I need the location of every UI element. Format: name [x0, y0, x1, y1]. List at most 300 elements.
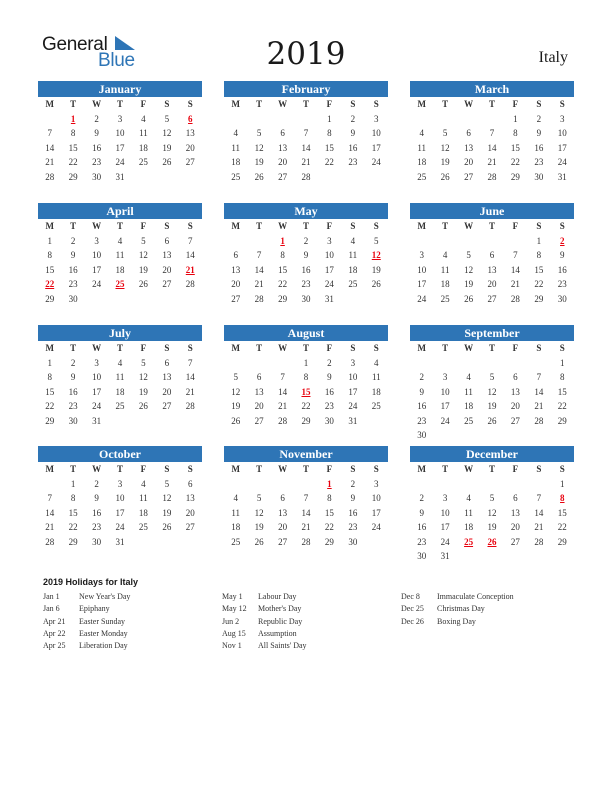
holiday-column [222, 591, 307, 652]
day-cell: 14 [45, 142, 55, 153]
day-cell: 10 [92, 372, 102, 382]
empty-cell [271, 356, 294, 371]
weekday-header: T [302, 464, 309, 474]
empty-cell [527, 477, 550, 492]
day-cell: 3 [442, 372, 448, 382]
holiday-day: 25 [115, 279, 125, 289]
day-cell: 2 [327, 357, 332, 368]
day-cell: 11 [231, 142, 241, 153]
empty-cell [247, 356, 270, 371]
day-cell: 7 [47, 128, 52, 138]
weekday-header: S [350, 343, 356, 353]
holiday-date: Dec 26 [401, 616, 424, 626]
logo-text-blue: Blue [98, 50, 135, 71]
day-cell: 27 [185, 522, 195, 532]
day-cell: 16 [68, 386, 78, 397]
day-cell: 30 [557, 293, 567, 304]
day-cell: 4 [466, 372, 471, 382]
weekday-header: W [464, 464, 474, 474]
day-cell: 11 [464, 507, 473, 518]
holiday-date: Aug 15 [222, 628, 246, 638]
weekday-header: F [512, 99, 519, 109]
day-cell: 8 [280, 250, 285, 260]
day-cell: 30 [68, 415, 78, 426]
day-cell: 23 [417, 415, 427, 426]
day-cell: 5 [233, 372, 238, 382]
holiday-name: Epiphany [79, 604, 110, 614]
month-days-grid [224, 97, 388, 184]
holiday-row [401, 616, 514, 628]
empty-cell [504, 477, 527, 492]
day-cell: 23 [92, 522, 102, 532]
day-cell: 27 [278, 536, 288, 547]
month-days-grid [410, 341, 574, 443]
day-cell: 29 [534, 293, 544, 304]
weekday-header: F [140, 99, 147, 109]
day-cell: 14 [185, 250, 195, 260]
day-cell: 14 [534, 507, 544, 518]
empty-cell [294, 112, 317, 127]
day-cell: 10 [417, 264, 427, 275]
month-may [224, 203, 388, 306]
day-cell: 31 [92, 415, 102, 426]
day-cell: 10 [371, 128, 381, 138]
day-cell: 21 [45, 157, 55, 167]
day-cell: 12 [138, 250, 148, 260]
weekday-header: M [45, 343, 54, 353]
day-cell: 7 [256, 250, 262, 260]
day-cell: 1 [303, 357, 309, 368]
day-cell: 5 [442, 128, 448, 138]
day-cell: 3 [560, 113, 565, 124]
day-cell: 26 [138, 401, 148, 411]
day-cell: 17 [440, 522, 450, 532]
holiday-date: Jun 2 [222, 616, 240, 626]
day-cell: 17 [115, 507, 125, 518]
day-cell: 20 [464, 157, 474, 167]
day-cell: 23 [301, 279, 311, 289]
weekday-header: T [70, 464, 77, 474]
day-cell: 29 [68, 536, 78, 547]
weekday-header: F [140, 221, 147, 231]
day-cell: 27 [487, 293, 497, 304]
day-cell: 4 [233, 493, 238, 503]
day-cell: 28 [510, 293, 520, 304]
day-cell: 12 [487, 507, 497, 518]
weekday-header: T [442, 221, 449, 231]
empty-cell [457, 477, 480, 492]
day-cell: 14 [534, 386, 544, 397]
day-cell: 18 [464, 401, 474, 411]
month-header: May [224, 203, 388, 219]
weekday-header: W [92, 221, 102, 231]
day-cell: 27 [464, 171, 474, 182]
day-cell: 6 [164, 235, 170, 246]
empty-cell [480, 356, 503, 371]
day-cell: 15 [45, 264, 55, 275]
day-cell: 16 [348, 507, 358, 518]
day-cell: 27 [254, 415, 264, 426]
day-cell: 29 [45, 293, 55, 304]
day-cell: 24 [348, 401, 358, 411]
day-cell: 17 [557, 142, 567, 153]
day-cell: 21 [487, 157, 497, 167]
day-cell: 30 [348, 536, 358, 547]
day-cell: 22 [68, 157, 78, 167]
day-cell: 27 [162, 401, 172, 411]
month-days-grid [224, 341, 388, 428]
day-cell: 27 [510, 415, 520, 426]
day-cell: 23 [348, 522, 358, 532]
day-cell: 30 [417, 551, 427, 561]
month-days-grid [410, 97, 574, 184]
day-cell: 22 [301, 401, 311, 411]
weekday-header: T [256, 464, 263, 474]
day-cell: 16 [348, 142, 358, 153]
day-cell: 3 [117, 478, 123, 489]
day-cell: 3 [419, 250, 424, 260]
day-cell: 15 [510, 142, 520, 153]
day-cell: 8 [327, 128, 332, 138]
day-cell: 18 [348, 264, 358, 275]
day-cell: 22 [324, 157, 334, 167]
weekday-header: S [559, 99, 565, 109]
empty-cell [224, 477, 247, 492]
day-cell: 15 [324, 142, 334, 153]
weekday-header: W [278, 343, 288, 353]
day-cell: 15 [68, 507, 78, 518]
day-cell: 20 [278, 157, 288, 167]
day-cell: 13 [254, 386, 264, 397]
day-cell: 10 [440, 507, 450, 518]
day-cell: 28 [301, 171, 311, 182]
holiday-date: May 1 [222, 592, 243, 601]
day-cell: 15 [45, 386, 55, 397]
day-cell: 8 [513, 128, 518, 138]
holiday-name: Easter Sunday [79, 616, 125, 626]
day-cell: 24 [371, 522, 381, 532]
empty-cell [433, 112, 456, 127]
day-cell: 19 [464, 279, 474, 289]
holiday-name: Republic Day [258, 616, 303, 626]
day-cell: 11 [371, 372, 381, 382]
day-cell: 11 [464, 386, 473, 397]
day-cell: 26 [162, 157, 172, 167]
day-cell: 15 [557, 386, 567, 397]
empty-cell [433, 356, 456, 371]
day-cell: 26 [254, 536, 264, 547]
holiday-day: 6 [188, 113, 193, 124]
day-cell: 17 [371, 507, 381, 518]
weekday-header: W [278, 221, 288, 231]
weekday-header: M [231, 464, 240, 474]
empty-cell [224, 112, 247, 127]
day-cell: 17 [417, 279, 427, 289]
month-june [410, 203, 574, 306]
day-cell: 5 [374, 235, 379, 246]
holiday-name: Mother's Day [258, 604, 302, 614]
day-cell: 25 [417, 171, 427, 182]
day-cell: 1 [513, 113, 518, 124]
day-cell: 9 [560, 250, 565, 260]
day-cell: 3 [117, 113, 123, 124]
day-cell: 8 [47, 250, 52, 260]
day-cell: 31 [348, 415, 358, 426]
day-cell: 1 [70, 478, 76, 489]
empty-cell [410, 477, 433, 492]
day-cell: 9 [536, 128, 542, 138]
weekday-header: M [45, 221, 54, 231]
weekday-header: T [256, 343, 263, 353]
day-cell: 8 [536, 250, 542, 260]
day-cell: 21 [301, 157, 311, 167]
day-cell: 2 [70, 357, 76, 368]
weekday-header: S [350, 464, 356, 474]
day-cell: 29 [557, 415, 567, 426]
day-cell: 28 [534, 415, 544, 426]
month-days-grid [38, 97, 202, 184]
empty-cell [271, 477, 294, 492]
day-cell: 28 [301, 536, 311, 547]
weekday-header: F [326, 343, 333, 353]
day-cell: 18 [138, 507, 148, 518]
day-cell: 18 [115, 386, 125, 397]
month-days-grid [38, 462, 202, 549]
day-cell: 28 [254, 293, 264, 304]
day-cell: 3 [94, 357, 99, 368]
day-cell: 20 [510, 401, 520, 411]
holiday-day: 12 [371, 250, 381, 260]
day-cell: 7 [188, 235, 193, 246]
weekday-header: S [187, 99, 193, 109]
holiday-row [43, 640, 130, 652]
empty-cell [247, 477, 270, 492]
day-cell: 12 [231, 386, 241, 397]
day-cell: 2 [350, 478, 356, 489]
day-cell: 6 [188, 478, 193, 489]
holiday-day: 8 [560, 493, 565, 503]
empty-cell [480, 234, 503, 249]
day-cell: 29 [45, 415, 55, 426]
weekday-header: T [116, 464, 123, 474]
weekday-header: F [140, 464, 147, 474]
holiday-row [401, 591, 514, 603]
holiday-column [401, 591, 514, 628]
day-cell: 24 [92, 401, 102, 411]
day-cell: 30 [324, 415, 334, 426]
weekday-header: F [512, 464, 519, 474]
weekday-header: F [326, 464, 333, 474]
day-cell: 9 [70, 250, 76, 260]
day-cell: 19 [487, 522, 497, 532]
day-cell: 21 [254, 279, 264, 289]
day-cell: 30 [92, 536, 102, 547]
day-cell: 5 [141, 235, 146, 246]
day-cell: 21 [185, 386, 195, 397]
day-cell: 12 [138, 372, 148, 382]
day-cell: 14 [487, 142, 497, 153]
day-cell: 16 [92, 142, 102, 153]
day-cell: 12 [162, 128, 172, 138]
empty-cell [271, 112, 294, 127]
day-cell: 7 [303, 128, 309, 138]
day-cell: 23 [68, 401, 78, 411]
weekday-header: W [464, 221, 474, 231]
day-cell: 9 [70, 372, 76, 382]
month-august [224, 325, 388, 428]
day-cell: 27 [162, 279, 172, 289]
day-cell: 3 [350, 357, 356, 368]
day-cell: 24 [115, 157, 125, 167]
day-cell: 29 [557, 536, 567, 547]
holiday-name: New Year's Day [79, 592, 131, 601]
day-cell: 13 [185, 493, 195, 503]
day-cell: 16 [324, 386, 334, 397]
empty-cell [504, 356, 527, 371]
day-cell: 12 [487, 386, 497, 397]
empty-cell [247, 234, 270, 249]
day-cell: 17 [371, 142, 381, 153]
month-header: June [410, 203, 574, 219]
weekday-header: W [92, 99, 102, 109]
day-cell: 4 [374, 357, 379, 368]
month-header: December [410, 446, 574, 462]
day-cell: 3 [374, 113, 379, 124]
day-cell: 5 [164, 113, 170, 124]
day-cell: 9 [94, 128, 99, 138]
holidays-title: 2019 Holidays for Italy [43, 577, 139, 587]
day-cell: 30 [534, 171, 544, 182]
day-cell: 4 [233, 128, 238, 138]
day-cell: 14 [301, 507, 311, 518]
day-cell: 20 [185, 507, 195, 518]
day-cell: 12 [254, 507, 264, 518]
month-header: April [38, 203, 202, 219]
day-cell: 27 [510, 536, 520, 547]
day-cell: 17 [324, 264, 334, 275]
day-cell: 10 [115, 128, 125, 138]
day-cell: 22 [324, 522, 334, 532]
weekday-header: S [187, 343, 193, 353]
day-cell: 18 [231, 522, 241, 532]
empty-cell [480, 477, 503, 492]
day-cell: 14 [45, 507, 55, 518]
day-cell: 9 [327, 372, 332, 382]
empty-cell [38, 112, 61, 127]
empty-cell [457, 234, 480, 249]
day-cell: 25 [371, 401, 381, 411]
day-cell: 30 [417, 430, 427, 440]
empty-cell [527, 356, 550, 371]
holiday-day: 21 [185, 264, 195, 275]
day-cell: 27 [278, 171, 288, 182]
month-july [38, 325, 202, 428]
day-cell: 25 [115, 401, 125, 411]
day-cell: 26 [138, 279, 148, 289]
day-cell: 3 [442, 493, 448, 503]
day-cell: 31 [115, 171, 125, 182]
day-cell: 8 [70, 128, 76, 138]
day-cell: 4 [466, 493, 471, 503]
day-cell: 26 [254, 171, 264, 182]
empty-cell [433, 234, 456, 249]
day-cell: 19 [138, 264, 148, 275]
weekday-header: M [231, 343, 240, 353]
day-cell: 11 [417, 142, 427, 153]
day-cell: 11 [348, 250, 358, 260]
day-cell: 2 [303, 235, 309, 246]
day-cell: 29 [301, 415, 311, 426]
day-cell: 19 [138, 386, 148, 397]
day-cell: 6 [280, 128, 285, 138]
holiday-day: 15 [301, 386, 311, 397]
day-cell: 22 [45, 401, 55, 411]
day-cell: 7 [536, 372, 542, 382]
day-cell: 2 [70, 235, 76, 246]
day-cell: 11 [440, 264, 450, 275]
empty-cell [38, 477, 61, 492]
month-header: November [224, 446, 388, 462]
weekday-header: S [559, 464, 565, 474]
day-cell: 24 [440, 536, 450, 547]
day-cell: 16 [557, 264, 567, 275]
day-cell: 31 [557, 171, 567, 182]
month-february [224, 81, 388, 184]
day-cell: 17 [92, 386, 102, 397]
day-cell: 16 [534, 142, 544, 153]
month-days-grid [410, 219, 574, 306]
holiday-name: Boxing Day [437, 616, 476, 626]
holiday-name: Liberation Day [79, 641, 128, 651]
day-cell: 20 [231, 279, 241, 289]
day-cell: 4 [141, 113, 146, 124]
weekday-header: T [116, 221, 123, 231]
day-cell: 24 [92, 279, 102, 289]
day-cell: 16 [68, 264, 78, 275]
day-cell: 23 [557, 279, 567, 289]
empty-cell [224, 234, 247, 249]
empty-cell [480, 112, 503, 127]
day-cell: 12 [162, 493, 172, 503]
day-cell: 22 [557, 401, 567, 411]
day-cell: 15 [68, 142, 78, 153]
day-cell: 27 [185, 157, 195, 167]
day-cell: 14 [301, 142, 311, 153]
day-cell: 20 [162, 264, 172, 275]
weekday-header: F [512, 343, 519, 353]
day-cell: 9 [94, 493, 99, 503]
weekday-header: W [92, 343, 102, 353]
weekday-header: S [559, 343, 565, 353]
day-cell: 15 [324, 507, 334, 518]
day-cell: 18 [371, 386, 381, 397]
day-cell: 4 [419, 128, 424, 138]
day-cell: 14 [185, 372, 195, 382]
day-cell: 25 [464, 415, 474, 426]
day-cell: 29 [278, 293, 288, 304]
day-cell: 23 [324, 401, 334, 411]
day-cell: 26 [162, 522, 172, 532]
day-cell: 21 [510, 279, 520, 289]
day-cell: 31 [324, 293, 334, 304]
weekday-header: S [373, 221, 379, 231]
day-cell: 19 [254, 157, 264, 167]
holiday-day: 2 [560, 235, 565, 246]
day-cell: 10 [348, 372, 358, 382]
day-cell: 10 [324, 250, 334, 260]
holiday-row [222, 603, 307, 615]
weekday-header: T [116, 343, 123, 353]
